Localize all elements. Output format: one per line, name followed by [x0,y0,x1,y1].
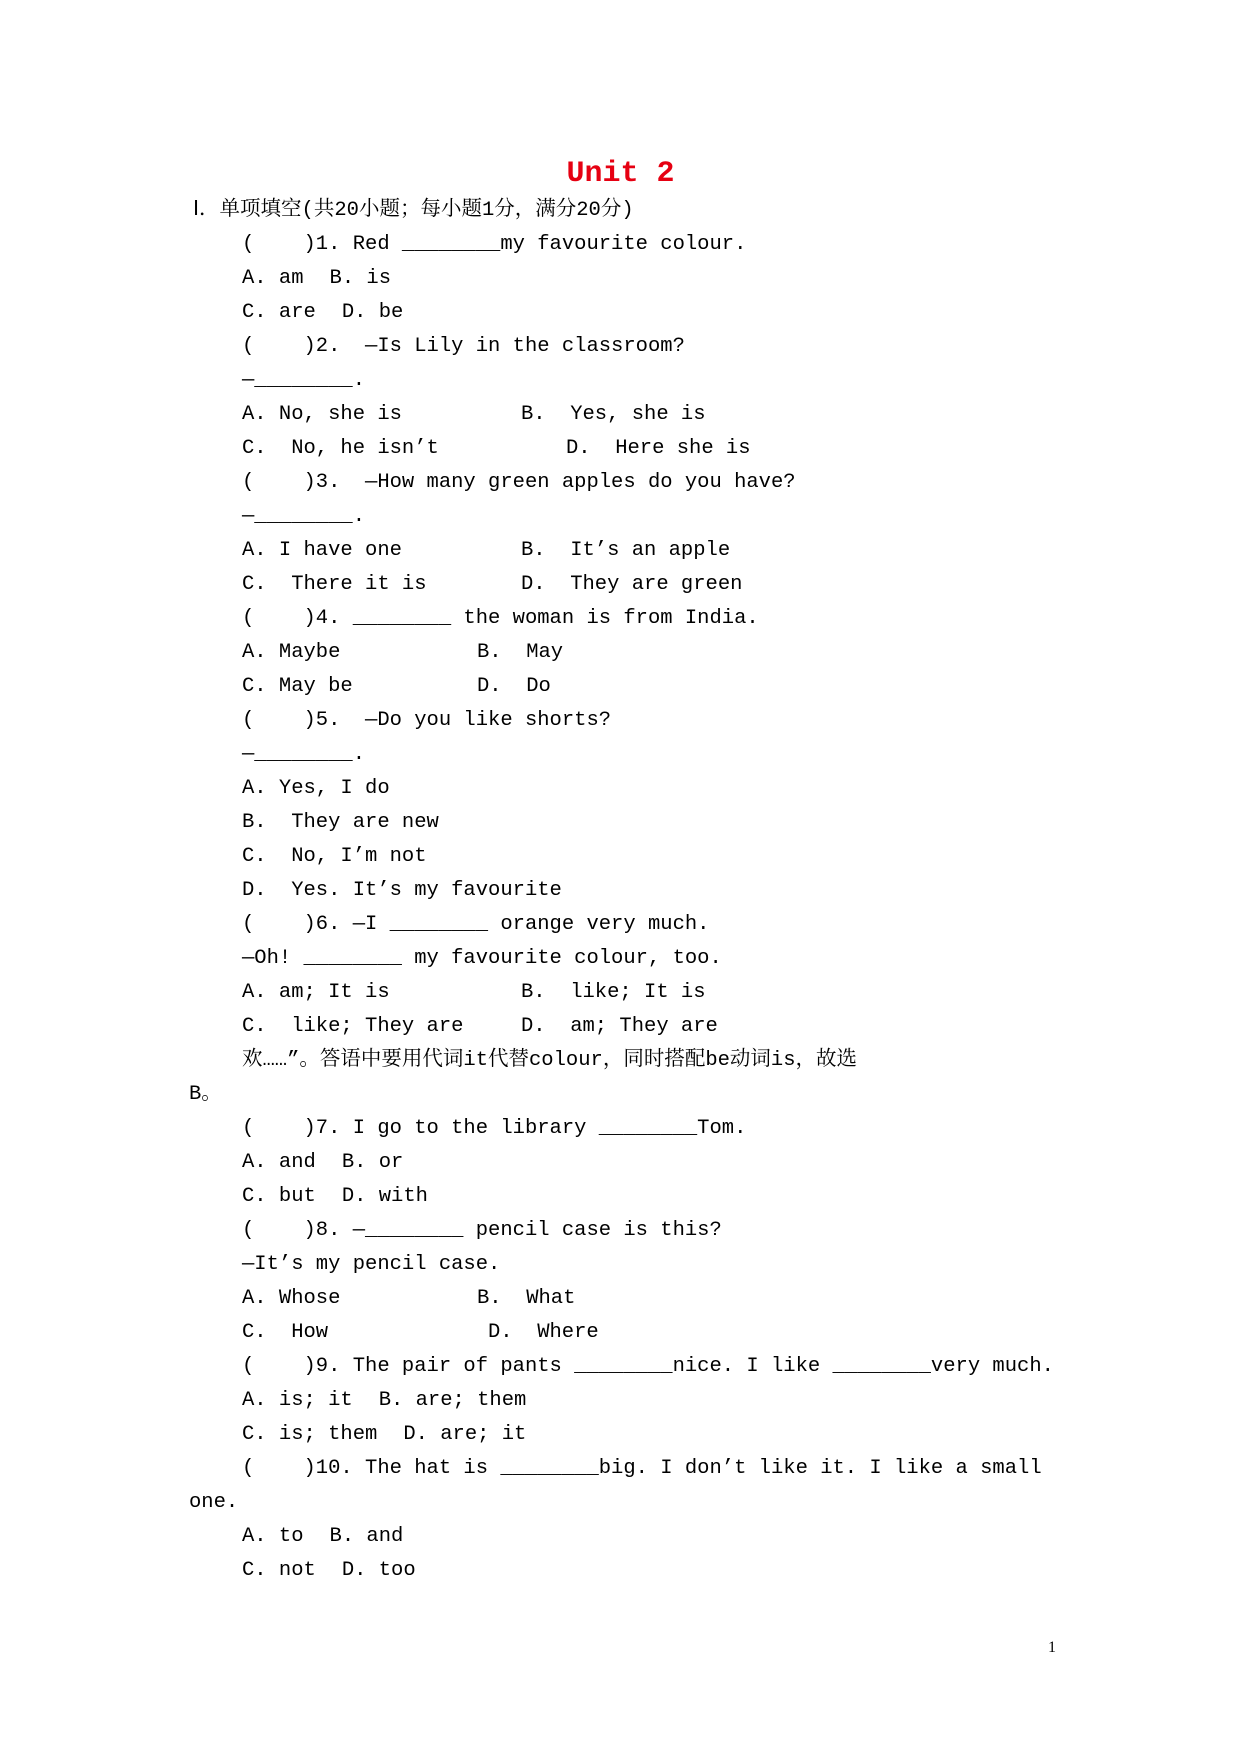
question-3 [0,466,1241,602]
question-stem: ( )5. —Do you like shorts? [242,709,612,732]
question-stem: ( )10. The hat is ________big. I don’t like it. I like a small [242,1457,1042,1480]
option-c: C. How [242,1321,329,1344]
question-stem: ( )3. —How many green apples do you have? [242,471,796,494]
option-a: A. and [242,1151,316,1174]
question-stem-continued: one. [189,1491,239,1514]
option-d: D. too [341,1559,416,1582]
option-b: B. They are new [242,811,439,834]
option-a: A. am; It is [242,981,390,1004]
option-row [0,1316,1241,1350]
option-b: B. What [477,1287,576,1310]
option-d: D. am; They are [521,1015,718,1038]
option-row [0,976,1241,1010]
option-b: B. or [341,1151,404,1174]
option-row [0,534,1241,568]
option-c: C. No, I’m not [242,845,427,868]
option-d: D. They are green [521,573,743,596]
option-a: A. I have one [242,539,402,562]
unit-title: Unit 2 [566,157,675,191]
explanation-note-continued: B。 [189,1083,222,1106]
option-c: C. not [242,1559,316,1582]
question-stem: ( )8. —________ pencil case is this? [242,1219,722,1242]
page-number: 1 [1048,1639,1056,1656]
question-7 [0,1112,1241,1214]
option-b: B. like; It is [521,981,706,1004]
option-row [0,1418,1241,1452]
question-stem: ( )4. ________ the woman is from India. [242,607,759,630]
option-b: B. Yes, she is [521,403,706,426]
option-row [0,568,1241,602]
option-row [0,1180,1241,1214]
option-row [0,1282,1241,1316]
option-d: D. Where [488,1321,599,1344]
answer-line: —________. [242,369,366,392]
option-b: B. is [329,267,392,290]
option-c: C. are [242,301,316,324]
option-row [0,1554,1241,1588]
question-stem: ( )2. —Is Lily in the classroom? [242,335,685,358]
option-row [0,636,1241,670]
option-row [0,398,1241,432]
question-stem: ( )6. —I ________ orange very much. [242,913,710,936]
option-a: A. am [242,267,304,290]
option-row [0,1520,1241,1554]
option-row [0,670,1241,704]
option-d: D. be [341,301,404,324]
option-b: B. It’s an apple [521,539,731,562]
option-a: A. No, she is [242,403,402,426]
option-row [0,1384,1241,1418]
answer-line: —________. [242,505,366,528]
answer-line: —________. [242,743,366,766]
option-b: B. are; them [378,1389,527,1412]
question-8 [0,1214,1241,1350]
question-stem: ( )7. I go to the library ________Tom. [242,1117,747,1140]
option-c: C. is; them [242,1423,378,1446]
option-row [0,1010,1241,1044]
option-row [0,296,1241,330]
option-a: A. to [242,1525,304,1548]
option-d: D. Yes. It’s my favourite [242,879,562,902]
question-4 [0,602,1241,704]
option-row [0,432,1241,466]
question-1 [0,228,1241,330]
question-stem: ( )9. The pair of pants ________nice. I like ________very much. [242,1355,1054,1378]
option-row [0,262,1241,296]
question-5 [0,704,1241,908]
option-a: A. Maybe [242,641,341,664]
option-d: D. Here she is [566,437,751,460]
option-c: C. No, he isn’t [242,437,439,460]
explanation-note: 欢……”。答语中要用代词it代替colour，同时搭配be动词is，故选 [242,1049,858,1072]
answer-line: —Oh! ________ my favourite colour, too. [242,947,722,970]
option-c: C. like; They are [242,1015,464,1038]
option-a: A. Whose [242,1287,341,1310]
option-c: C. May be [242,675,353,698]
question-2 [0,330,1241,466]
exercise-body [0,194,1241,1588]
answer-line: —It’s my pencil case. [242,1253,501,1276]
option-b: B. May [477,641,564,664]
option-row [0,1146,1241,1180]
option-d: D. with [341,1185,428,1208]
question-10 [0,1452,1241,1588]
option-b: B. and [329,1525,404,1548]
section-heading: Ⅰ．单项填空(共20小题；每小题1分，满分20分) [193,199,634,222]
question-stem: ( )1. Red ________my favourite colour. [242,233,747,256]
option-a: A. is; it [242,1389,353,1412]
option-d: D. are; it [403,1423,527,1446]
option-c: C. There it is [242,573,427,596]
option-d: D. Do [477,675,551,698]
option-c: C. but [242,1185,316,1208]
question-9 [0,1350,1241,1452]
question-6 [0,908,1241,1112]
option-a: A. Yes, I do [242,777,390,800]
